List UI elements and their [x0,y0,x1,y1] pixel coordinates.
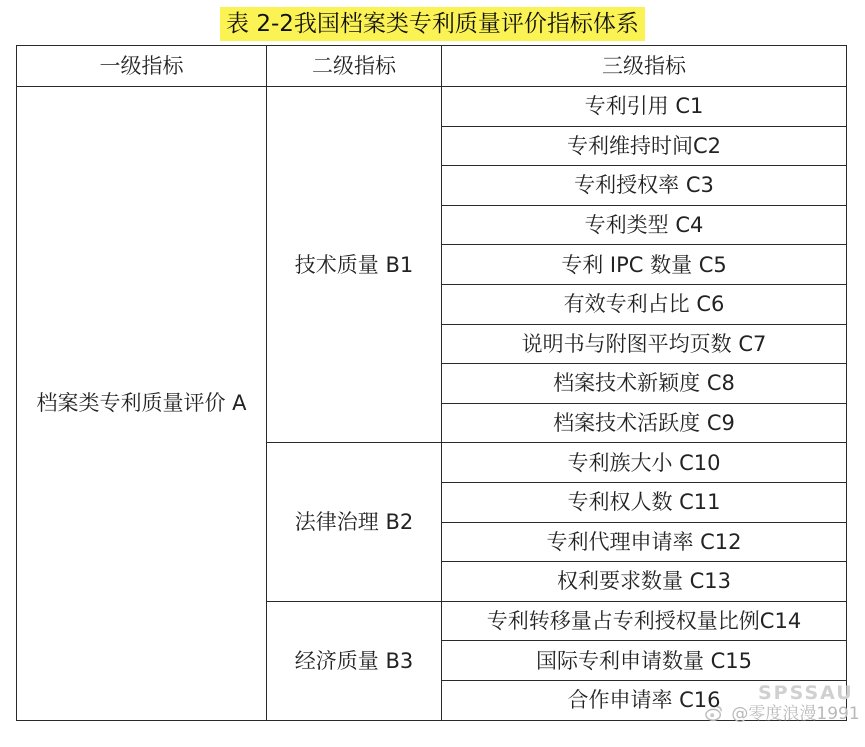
level3-cell: 档案技术新颖度 C8 [442,364,847,404]
level3-cell: 国际专利申请数量 C15 [442,641,847,681]
level3-cell: 专利引用 C1 [442,87,847,127]
level3-cell: 权利要求数量 C13 [442,562,847,602]
level3-cell: 专利 IPC 数量 C5 [442,245,847,285]
watermark [705,703,860,725]
level3-cell: 专利权人数 C11 [442,482,847,522]
table-caption-wrap [0,7,865,41]
level2-cell-b3: 经济质量 B3 [267,601,442,720]
level2-cell-b1: 技术质量 B1 [267,87,442,443]
weibo-icon [705,704,723,722]
indicator-table [16,45,847,721]
table-caption: 表 2-2我国档案类专利质量评价指标体系 [220,7,645,41]
level3-cell: 专利授权率 C3 [442,166,847,206]
level3-cell: 有效专利占比 C6 [442,284,847,324]
watermark-handle: @零度浪漫1991 [731,704,860,724]
level3-cell: 合作申请率 C16 [442,680,847,720]
level3-cell: 专利类型 C4 [442,205,847,245]
level3-cell: 专利维持时间C2 [442,126,847,166]
header-row [17,46,847,87]
header-level3: 三级指标 [442,46,847,87]
header-level2: 二级指标 [267,46,442,87]
level1-cell: 档案类专利质量评价 A [17,87,267,721]
level3-cell: 说明书与附图平均页数 C7 [442,324,847,364]
header-level1: 一级指标 [17,46,267,87]
watermark-brand: SPSSAU [758,682,854,704]
level3-cell: 专利转移量占专利授权量比例C14 [442,601,847,641]
table-row [17,87,847,127]
level2-cell-b2: 法律治理 B2 [267,443,442,601]
level3-cell: 专利族大小 C10 [442,443,847,483]
level3-cell: 专利代理申请率 C12 [442,522,847,562]
level3-cell: 档案技术活跃度 C9 [442,403,847,443]
